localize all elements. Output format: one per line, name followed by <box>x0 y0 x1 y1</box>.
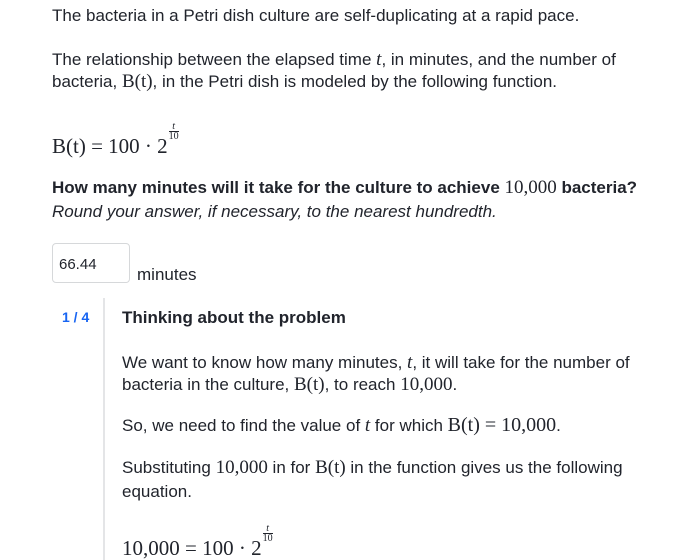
equation-lhs: B(t) = 100 · 2 <box>52 134 168 158</box>
answer-input[interactable]: 66.44 <box>52 243 130 283</box>
prompt-text-b: bacteria? <box>556 178 638 197</box>
hint-divider <box>103 298 105 560</box>
question-instruction: Round your answer, if necessary, to the nearest hundredth. <box>52 202 497 221</box>
prompt-text-a: How many minutes will it take for the culture to achieve <box>52 178 505 197</box>
question-intro: The bacteria in a Petri dish culture are self-duplicating at a rapid pace. <box>52 6 580 25</box>
hint3-value: 10,000 <box>215 457 268 478</box>
relationship-text-c: , in the Petri dish is modeled by the following function. <box>152 72 557 91</box>
hint2-equation: B(t) = 10,000 <box>447 414 557 436</box>
hint-paragraph-1 <box>122 352 662 396</box>
hint3-text-b: in for <box>267 458 316 477</box>
hint-step-counter: 1 / 4 <box>62 309 90 325</box>
func-b: B(t) <box>121 71 153 92</box>
hint-title: Thinking about the problem <box>122 308 346 327</box>
question-prompt <box>52 177 652 199</box>
relationship-text-b: , in minutes, and the number of bacteria, <box>52 50 616 91</box>
hint-exponent-denominator: 10 <box>262 533 273 544</box>
hint3-text-a: Substituting <box>122 458 216 477</box>
hint3-func-b: B(t) <box>315 457 346 478</box>
relationship-text-a: The relationship between the elapsed time <box>52 50 377 69</box>
question-relationship <box>52 49 652 93</box>
hint1-text-d: . <box>452 375 458 394</box>
hint1-text-c: , to reach <box>324 375 401 394</box>
hint-paragraph-2 <box>122 414 662 437</box>
hint2-text-a: So, we need to find the value of <box>122 416 365 435</box>
hint1-value: 10,000 <box>400 374 453 395</box>
model-equation <box>52 121 652 159</box>
hint2-text-c: . <box>556 416 561 435</box>
exponent-denominator: 10 <box>168 131 179 142</box>
hint-equation-lhs: 10,000 = 100 · 2 <box>122 536 262 560</box>
prompt-value: 10,000 <box>504 177 557 198</box>
hint-exponent-numerator: t <box>263 524 273 534</box>
hint2-var-t: t <box>364 415 371 436</box>
var-t: t <box>376 49 382 70</box>
answer-units: minutes <box>137 265 197 284</box>
exponent-fraction <box>169 122 179 141</box>
hint-paragraph-3 <box>122 456 662 504</box>
hint-exponent-fraction <box>263 524 273 543</box>
hint2-text-b: for which <box>370 416 448 435</box>
hint1-var-t: t <box>407 352 413 373</box>
hint-equation <box>122 523 662 560</box>
exponent-numerator: t <box>169 122 179 132</box>
hint1-text-b: , it will take for the number of bacteria in the culture, <box>122 353 630 394</box>
hint3-text-c: in the function gives us the following equation. <box>122 458 623 501</box>
hint1-text-a: We want to know how many minutes, <box>122 353 408 372</box>
hint1-func-b: B(t) <box>293 374 325 395</box>
